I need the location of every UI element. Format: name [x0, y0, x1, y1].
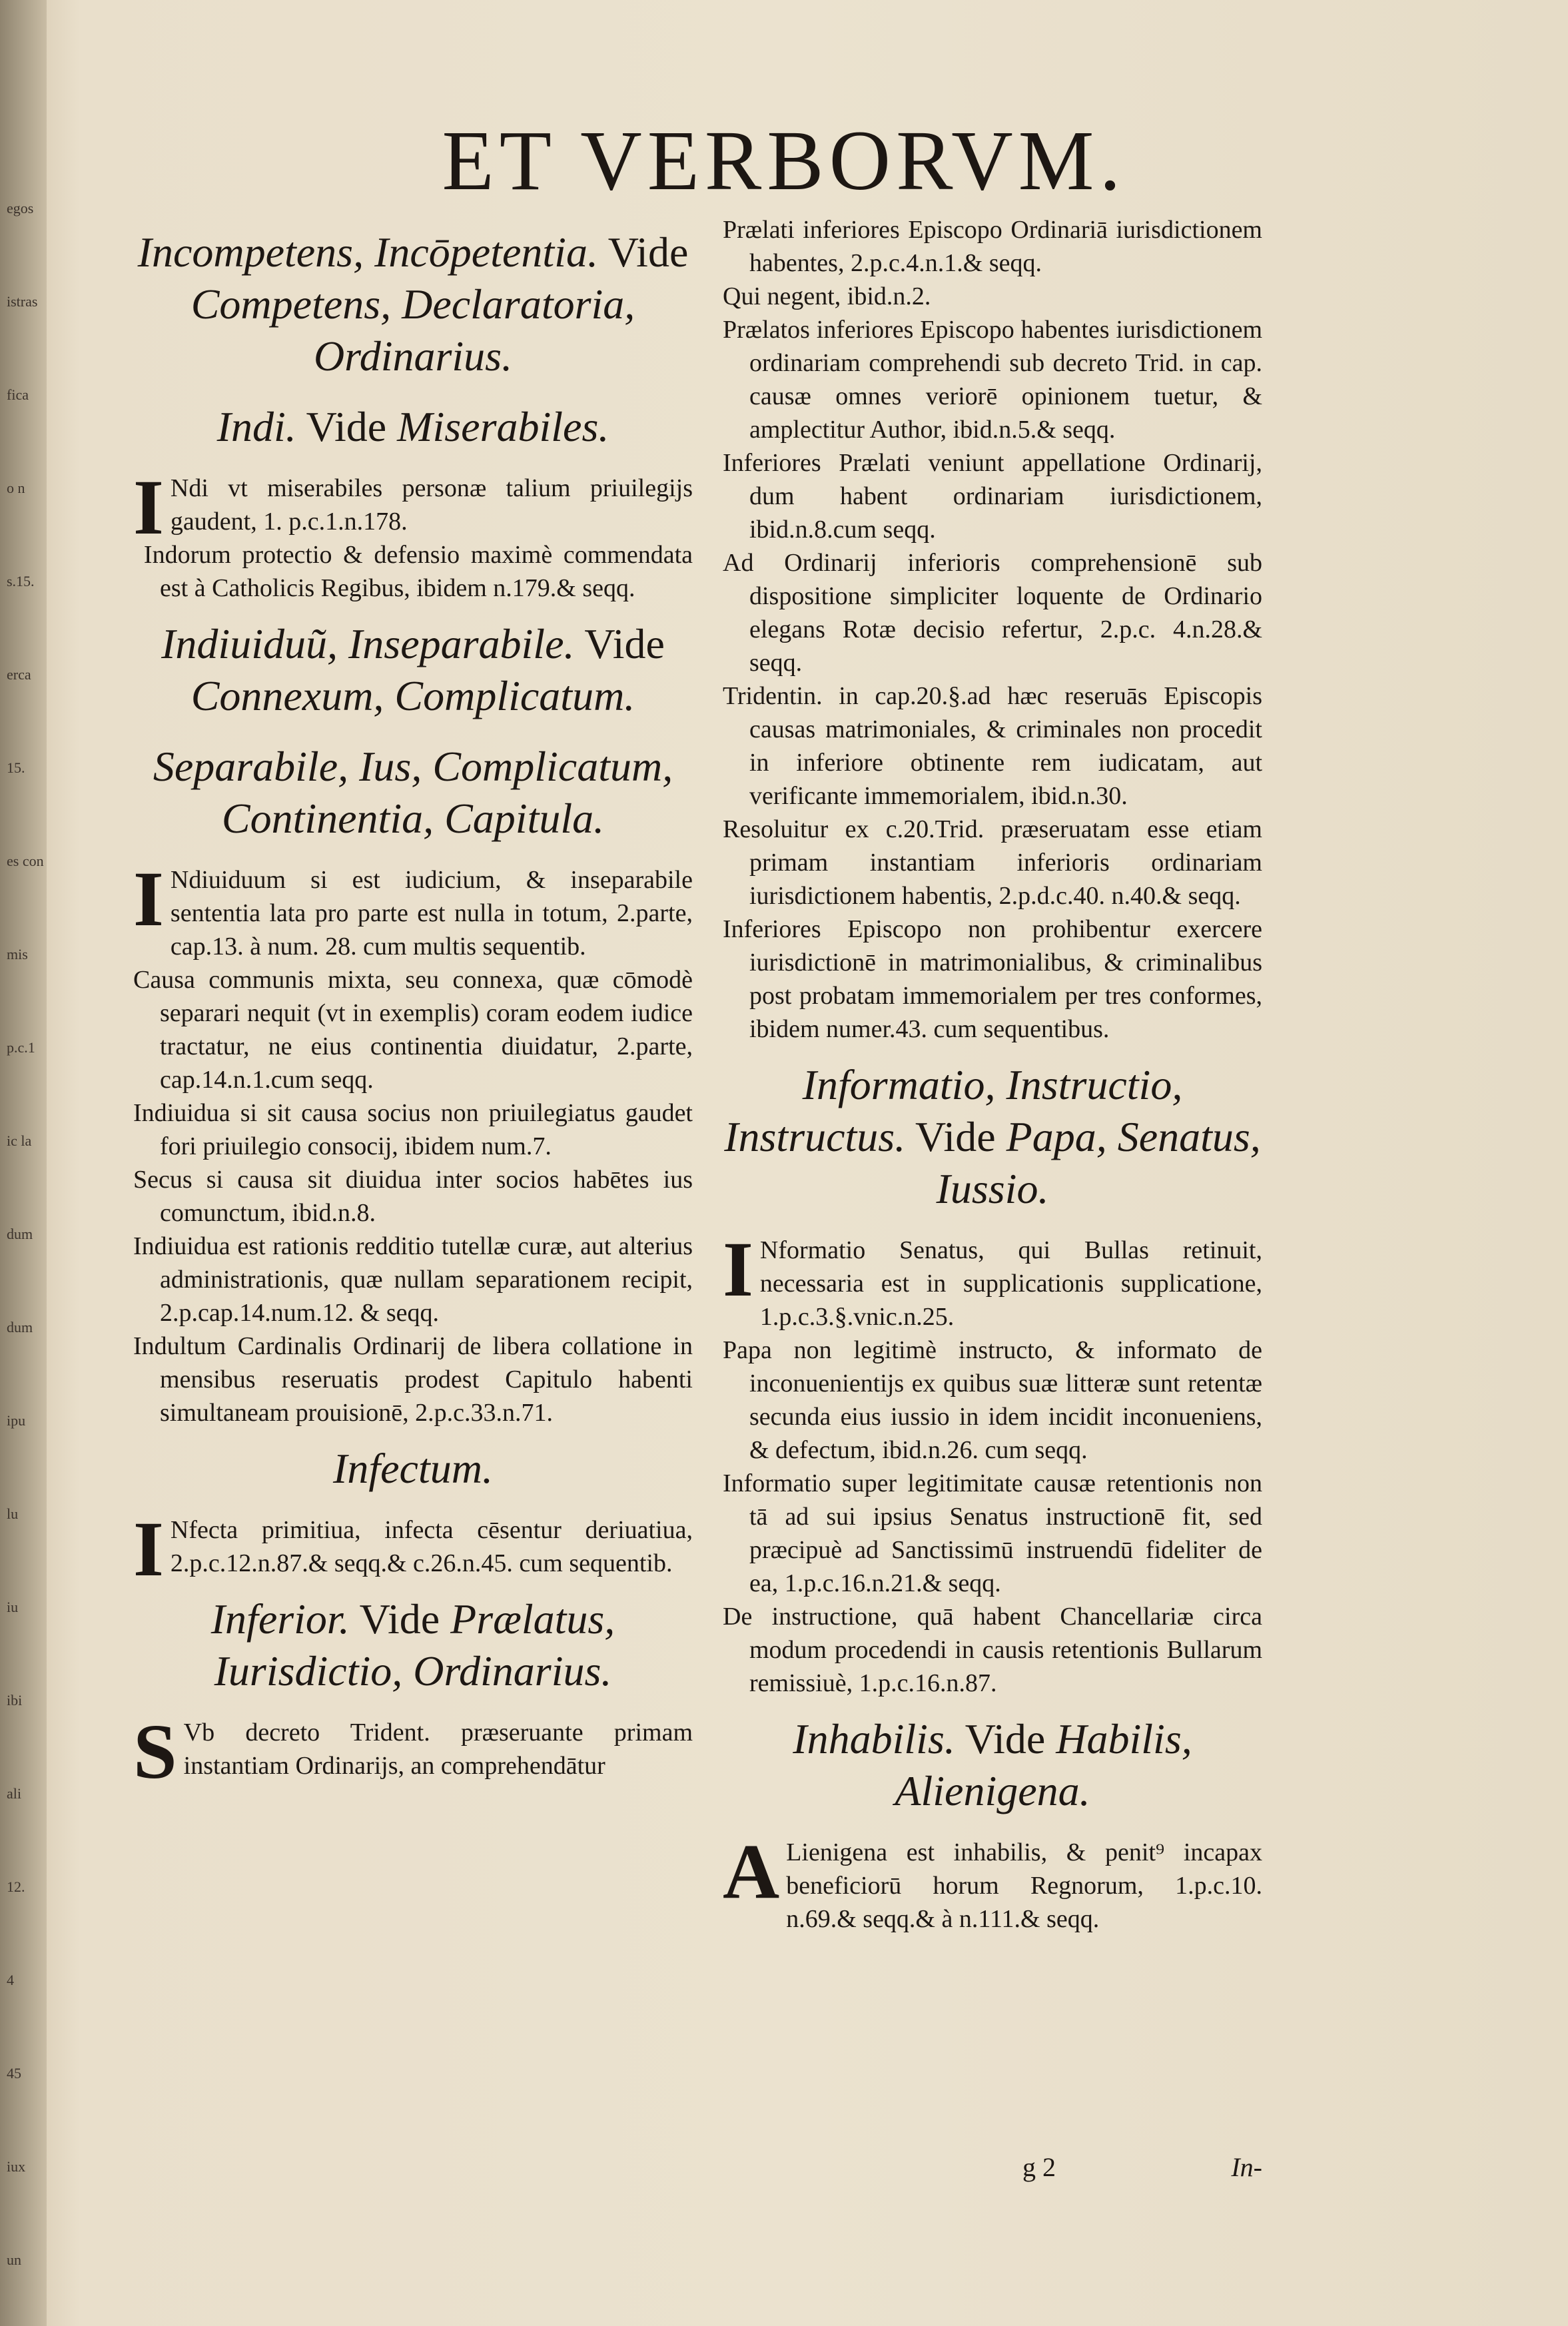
heading-cross-reference: Papa, Senatus, Iussio.	[936, 1113, 1261, 1212]
entry-text: Nfecta primitiua, infecta cēsentur deriuatiua, 2.p.c.12.n.87.& seqq.& c.26.n.45. cum sequentib.	[170, 1516, 693, 1577]
entry-text: Indultum Cardinalis Ordinarij de libera collatione in mensibus reseruatis prodest Capitulo habenti simultaneam prouisionē, 2.p.c.33.n.71.	[133, 1332, 693, 1427]
index-entry	[133, 963, 693, 1096]
margin-fragment: 45	[7, 2065, 21, 2082]
margin-fragment: p.c.1	[7, 1039, 35, 1056]
margin-fragment: lu	[7, 1505, 19, 1522]
entry-text: Prælatos inferiores Episcopo habentes iurisdictionem ordinariam comprehendi sub decreto Trid. in cap. causæ omnes veriorē opinionem tuetur, & amplectitur Author, ibid.n.5.& seqq.	[723, 316, 1262, 444]
heading-see: Vide	[574, 620, 665, 667]
entry-text: Inferiores Episcopo non prohibentur exercere iurisdictionē in matrimonialibus, & criminalibus post probatam immemorialem per tres conformes, ibidem numer.43. cum sequentibus.	[723, 915, 1262, 1043]
heading-term: Infectum.	[333, 1445, 493, 1492]
heading-term: Incompetens, Incōpetentia.	[137, 228, 598, 276]
entry-text: Papa non legitimè instructo, & informato de inconuenientijs ex quibus suæ litteræ sunt retentæ secunda eius iussio in idem incidit inconueniens, & defectum, ibid.n.26. cum seqq.	[723, 1336, 1262, 1464]
drop-cap: I	[133, 855, 164, 943]
entry-text: De instructione, quā habent Chancellariæ circa modum procedendi in causis retentionis Bullarum remissiuè, 1.p.c.16.n.87.	[723, 1603, 1262, 1697]
index-entry	[133, 1163, 693, 1230]
index-entry	[723, 913, 1262, 1046]
margin-fragment: ic la	[7, 1132, 32, 1149]
index-entry	[723, 1226, 1262, 1334]
margin-fragment: dum	[7, 1226, 33, 1242]
index-heading	[133, 1443, 693, 1495]
index-entry	[723, 1600, 1262, 1700]
entry-text: Resoluitur ex c.20.Trid. præseruatam esse etiam primam instantiam inferioris ordinariam iurisdictionem habentis, 2.p.d.c.40. n.40.& seqq.	[723, 815, 1262, 910]
entry-text: Prælati inferiores Episcopo Ordinariā iurisdictionem habentes, 2.p.c.4.n.1.& seqq.	[723, 216, 1262, 277]
entry-text: Vb decreto Trident. præseruante primam instantiam Ordinarijs, an comprehendātur	[183, 1719, 693, 1780]
index-heading	[133, 741, 693, 845]
heading-cross-reference: Competens, Declaratoria, Ordinarius.	[191, 280, 635, 380]
margin-fragment: o n	[7, 480, 25, 496]
index-entry	[723, 280, 1262, 313]
index-entry	[133, 1096, 693, 1163]
entry-text: Causa communis mixta, seu connexa, quæ cōmodè separari nequit (vt in exemplis) coram eodem iudice tractatur, ne eius continentia diuidatur, 2.parte, cap.14.n.1.cum seqq.	[133, 966, 693, 1094]
index-entry	[133, 464, 693, 551]
index-entry	[723, 546, 1262, 679]
entry-text: Ndi vt miserabiles personæ talium priuilegijs gaudent, 1. p.c.1.n.178.	[170, 474, 693, 536]
heading-cross-reference: Connexum, Complicatum.	[191, 672, 635, 719]
margin-fragment: erca	[7, 666, 31, 683]
index-entry	[723, 213, 1262, 280]
index-entry	[723, 1334, 1262, 1467]
heading-term: Informatio, Instructio, Instructus.	[724, 1061, 1183, 1160]
index-heading	[133, 226, 693, 382]
entry-text: Indorum protectio & defensio maximè commendata est à Catholicis Regibus, ibidem n.179.& seqq.	[143, 541, 693, 602]
drop-cap: I	[723, 1226, 753, 1313]
margin-fragment: s.15.	[7, 573, 35, 589]
index-heading	[723, 1713, 1262, 1817]
entry-text: Indiuidua est rationis redditio tutellæ curæ, aut alterius administrationis, quæ nullam separationem recipit, 2.p.cap.14.num.12. & seqq.	[133, 1232, 693, 1327]
index-entry	[133, 1708, 693, 1795]
heading-term: Inhabilis.	[793, 1715, 955, 1762]
index-entry	[133, 1330, 693, 1429]
margin-fragment: istras	[7, 293, 38, 310]
right-column	[723, 213, 1262, 1936]
index-heading	[133, 401, 693, 453]
running-head: ET VERBORVM.	[442, 113, 1126, 208]
heading-see: Vide	[905, 1113, 1006, 1160]
heading-term: Indiuiduũ, Inseparabile.	[161, 620, 575, 667]
index-entry	[723, 446, 1262, 546]
entry-text: Lienigena est inhabilis, & penit⁹ incapax beneficiorū horum Regnorum, 1.p.c.10. n.69.& seqq.& à n.111.& seqq.	[786, 1838, 1262, 1933]
entry-text: Qui negent, ibid.n.2.	[723, 282, 931, 310]
drop-cap: A	[723, 1828, 780, 1915]
heading-term: Separabile, Ius, Complicatum, Continentia, Capitula.	[153, 743, 673, 842]
heading-cross-reference: Miserabiles.	[397, 403, 609, 450]
index-entry	[723, 1467, 1262, 1600]
entry-text: Ndiuiduum si est iudicium, & inseparabile sententia lata pro parte est nulla in totum, 2.parte, cap.13. à num. 28. cum multis sequentib.	[170, 866, 693, 961]
margin-fragment: 12.	[7, 1878, 25, 1895]
heading-term: Indi.	[216, 403, 296, 450]
margin-fragment: dum	[7, 1319, 33, 1336]
index-entry	[723, 813, 1262, 913]
left-column	[133, 213, 693, 1795]
index-heading	[723, 1059, 1262, 1215]
heading-see: Vide	[955, 1715, 1056, 1762]
margin-fragment: es con	[7, 853, 44, 869]
entry-text: Secus si causa sit diuidua inter socios habētes ius comunctum, ibid.n.8.	[133, 1166, 693, 1227]
margin-fragment: egos	[7, 200, 34, 216]
entry-text: Indiuidua si sit causa socius non priuilegiatus gaudet fori priuilegio consocij, ibidem num.7.	[133, 1099, 693, 1160]
entry-text: Ad Ordinarij inferioris comprehensionē sub dispositione simpliciter loquente de Ordinario elegans Rotæ decisio refertur, 2.p.c. 4.n.28.& seqq.	[723, 549, 1262, 677]
entry-text: Informatio super legitimitate causæ retentionis non tā ad sui ipsius Senatus instructionē fit, sed præcipuè ad Sanctissimū instruendū fideliter de ea, 1.p.c.16.n.21.& seqq.	[723, 1469, 1262, 1597]
heading-see: Vide	[296, 403, 398, 450]
margin-fragment: 4	[7, 1972, 14, 1988]
margin-fragment: ali	[7, 1785, 21, 1802]
signature-mark: g 2	[1022, 2152, 1056, 2182]
heading-see: Vide	[349, 1595, 451, 1643]
margin-fragment: iux	[7, 2158, 26, 2175]
margin-fragment: iu	[7, 1599, 19, 1615]
heading-cross-reference: Prælatus, Iurisdictio, Ordinarius.	[214, 1595, 615, 1695]
drop-cap: S	[133, 1708, 177, 1795]
margin-fragment: 15.	[7, 759, 25, 776]
margin-fragment: ipu	[7, 1412, 26, 1429]
index-heading	[133, 618, 693, 722]
heading-see: Vide	[597, 228, 689, 276]
index-entry	[723, 1828, 1262, 1936]
index-entry	[133, 1230, 693, 1330]
drop-cap: I	[133, 1505, 164, 1593]
index-heading	[133, 1593, 693, 1697]
drop-cap: I	[133, 464, 164, 551]
heading-term: Inferior.	[210, 1595, 350, 1643]
entry-text: Tridentin. in cap.20.§.ad hæc reseruās Episcopis causas matrimoniales, & criminales non procedit in inferiore obtinente rem iudicatam, aut verificante immemorialem, ibid.n.30.	[723, 682, 1262, 810]
margin-fragment: ibi	[7, 1692, 23, 1709]
catchword: In-	[1231, 2152, 1262, 2182]
index-entry	[133, 1505, 693, 1593]
entry-text: Inferiores Prælati veniunt appellatione Ordinarij, dum habent ordinariam iurisdictionem, ibid.n.8.cum seqq.	[723, 449, 1262, 544]
heading-cross-reference: Habilis, Alienigena.	[895, 1715, 1192, 1814]
index-entry	[133, 538, 693, 605]
entry-text: Nformatio Senatus, qui Bullas retinuit, necessaria est in supplicationis supplicatione, 1.p.c.3.§.vnic.n.25.	[759, 1236, 1262, 1331]
margin-fragment: un	[7, 2251, 21, 2268]
index-entry	[723, 679, 1262, 813]
margin-fragment: mis	[7, 946, 28, 963]
index-entry	[723, 313, 1262, 446]
margin-fragment: fica	[7, 386, 29, 403]
index-entry	[133, 855, 693, 963]
